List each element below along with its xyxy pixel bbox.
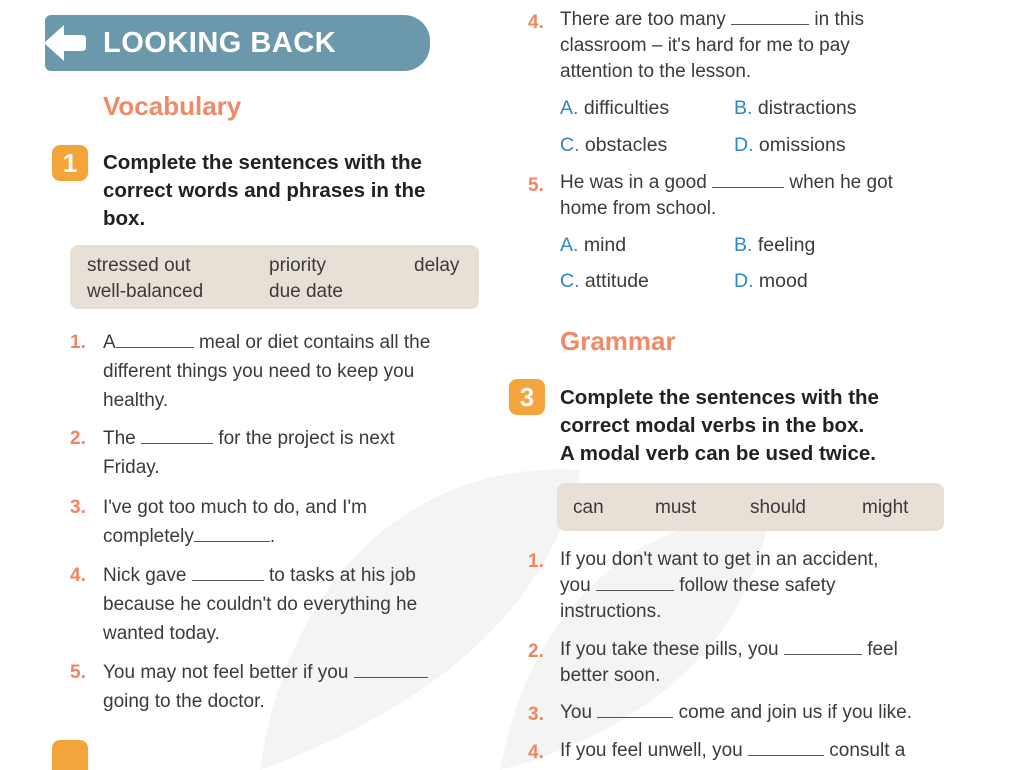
vocab-item-1: A meal or diet contains all the different things you need to keep you healthy. [103, 332, 431, 411]
vocab-item-3: I've got too much to do, and I'm completely . [103, 497, 367, 547]
banner-title: LOOKING BACK [103, 27, 337, 59]
vocab-item-1-number: 1. [70, 332, 86, 353]
modal-might: might [862, 497, 909, 518]
grammar-item-3-number: 3. [528, 704, 544, 725]
grammar-heading: Grammar [560, 326, 676, 356]
word-stressed-out: stressed out [87, 255, 191, 276]
ex2-item-4-option-d[interactable]: D. omissions [734, 134, 846, 156]
word-well-balanced: well-balanced [87, 281, 204, 302]
vocabulary-heading: Vocabulary [103, 91, 242, 121]
ex2-item-5: He was in a good when he got home from school. [560, 172, 893, 219]
vocab-item-2: The for the project is next Friday. [103, 428, 395, 478]
modal-should: should [750, 497, 806, 518]
ex2-item-5-option-d[interactable]: D. mood [734, 270, 808, 292]
vocab-item-4-number: 4. [70, 565, 86, 586]
vocab-item-4: Nick gave to tasks at his job because he couldn't do everything he wanted today. [103, 565, 418, 644]
exercise-1-instruction: Complete the sentences with the correct words and phrases in the box. [103, 151, 426, 230]
word-delay: delay [414, 255, 460, 276]
ex2-item-5-option-b[interactable]: B. feeling [734, 234, 816, 256]
vocab-item-3-number: 3. [70, 497, 86, 518]
vocab-item-2-number: 2. [70, 428, 86, 449]
grammar-item-4-number: 4. [528, 742, 544, 763]
ex2-item-4-option-a[interactable]: A. difficulties [560, 97, 670, 119]
grammar-item-1: If you don't want to get in an accident, you follow these safety instructions. [560, 549, 879, 622]
word-due-date: due date [269, 281, 343, 302]
exercise-2-badge-partial [52, 740, 88, 770]
ex2-item-5-number: 5. [528, 175, 544, 196]
ex2-item-4-option-b[interactable]: B. distractions [734, 97, 857, 119]
vocab-item-5-number: 5. [70, 662, 86, 683]
grammar-item-3: You come and join us if you like. [560, 702, 913, 723]
grammar-item-1-number: 1. [528, 551, 544, 572]
ex2-item-5-option-a[interactable]: A. mind [560, 234, 627, 256]
exercise-1-badge: 1 [52, 145, 88, 181]
exercise-3-badge: 3 [509, 379, 545, 415]
grammar-item-4: If you feel unwell, you consult a [560, 740, 906, 761]
exercise-3-instruction: Complete the sentences with the correct modal verbs in the box. A modal verb can be used twice. [560, 386, 879, 465]
ex2-item-4-option-c[interactable]: C. obstacles [560, 134, 668, 156]
word-priority: priority [269, 255, 327, 276]
vocab-item-5: You may not feel better if you going to the doctor. [103, 658, 428, 716]
back-arrow-icon [40, 21, 88, 65]
ex2-item-4-number: 4. [528, 12, 544, 33]
ex2-item-4: There are too many in this classroom – it's hard for me to pay attention to the lesson. [560, 9, 865, 82]
ex2-item-5-option-c[interactable]: C. attitude [560, 270, 649, 292]
modal-can: can [573, 497, 604, 518]
grammar-item-2-number: 2. [528, 641, 544, 662]
modal-must: must [655, 497, 697, 518]
grammar-item-2: If you take these pills, you feel better soon. [560, 639, 898, 686]
